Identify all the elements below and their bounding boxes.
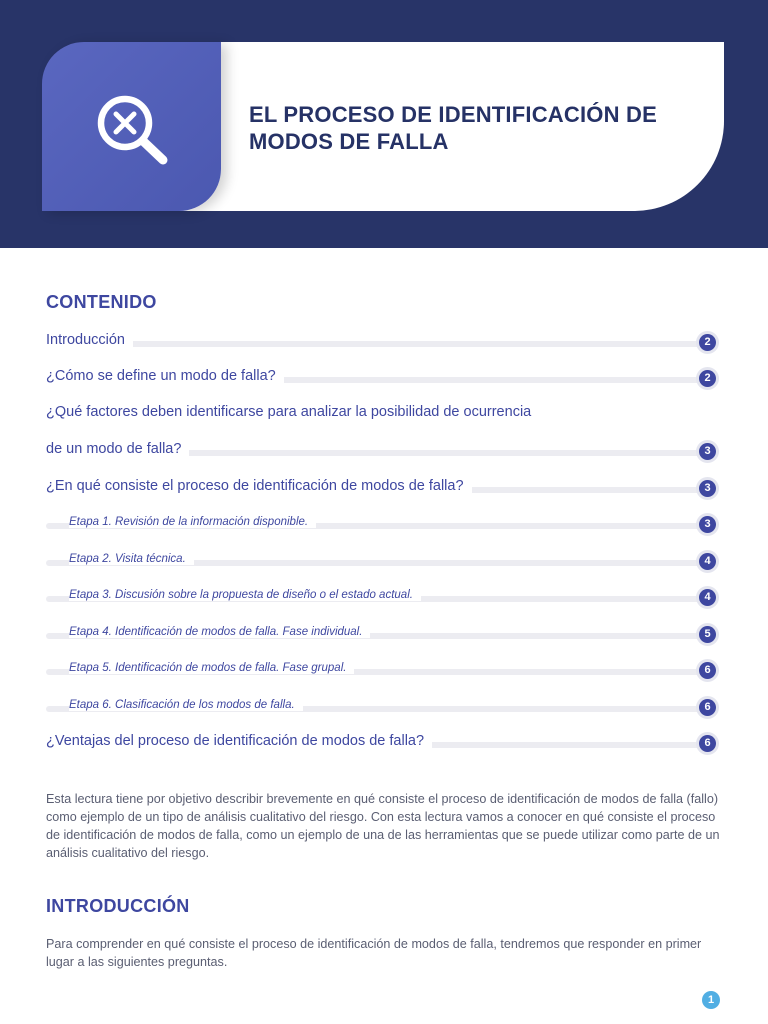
toc-page-badge: 4 bbox=[699, 589, 716, 606]
toc-item-label: Etapa 4. Identificación de modos de falla. Fase individual. bbox=[69, 626, 370, 638]
toc-item-label: Etapa 2. Visita técnica. bbox=[69, 553, 194, 565]
toc-item[interactable] bbox=[46, 402, 720, 426]
toc-subitem[interactable] bbox=[46, 658, 720, 682]
toc-item-label: ¿En qué consiste el proceso de identificación de modos de falla? bbox=[46, 478, 472, 494]
toc-item-label: ¿Ventajas del proceso de identificación de modos de falla? bbox=[46, 733, 432, 749]
toc-page-badge: 6 bbox=[699, 699, 716, 716]
icon-box bbox=[42, 42, 221, 211]
toc-item-label: Introducción bbox=[46, 332, 133, 348]
toc-item[interactable] bbox=[46, 439, 720, 463]
toc-subitem[interactable] bbox=[46, 585, 720, 609]
toc-subitem[interactable] bbox=[46, 622, 720, 646]
toc-item-label: Etapa 5. Identificación de modos de falla. Fase grupal. bbox=[69, 662, 354, 674]
toc-page-badge: 5 bbox=[699, 626, 716, 643]
intro-paragraph: Esta lectura tiene por objetivo describir brevemente en qué consiste el proceso de identificación de modos de falla (fallo) como ejemplo de un tipo de análisis cualitativo del riesgo. Con esta lectura vamos a conocer en qué consiste el proceso de identificación de modos de falla, como un ejemplo de una de las herramientas que se puede utilizar como parte de un análisis cualitativo del riesgo. bbox=[46, 792, 720, 860]
toc-item[interactable] bbox=[46, 476, 720, 500]
magnifier-x-icon bbox=[94, 92, 174, 172]
toc-item-label: de un modo de falla? bbox=[46, 441, 189, 457]
toc-page-badge: 4 bbox=[699, 553, 716, 570]
introduccion-heading: INTRODUCCIÓN bbox=[46, 896, 190, 916]
toc-leader-line bbox=[46, 341, 702, 347]
toc-page-badge: 6 bbox=[699, 735, 716, 752]
page-title: EL PROCESO DE IDENTIFICACIÓN DE MODOS DE FALLA bbox=[249, 102, 657, 154]
toc-subitem[interactable] bbox=[46, 549, 720, 573]
toc-subitem[interactable] bbox=[46, 512, 720, 536]
toc-item-label: ¿Qué factores deben identificarse para analizar la posibilidad de ocurrencia bbox=[46, 404, 539, 420]
introduccion-paragraph: Para comprender en qué consiste el proceso de identificación de modos de falla, tendremos que responder en primer lugar a las siguientes preguntas. bbox=[46, 937, 702, 969]
toc-page-badge: 3 bbox=[699, 480, 716, 497]
toc-item-label: Etapa 6. Clasificación de los modos de falla. bbox=[69, 699, 303, 711]
toc-page-badge: 3 bbox=[699, 516, 716, 533]
toc-page-badge: 2 bbox=[699, 370, 716, 387]
toc-page-badge: 3 bbox=[699, 443, 716, 460]
toc-subitem[interactable] bbox=[46, 695, 720, 719]
toc-page-badge: 2 bbox=[699, 334, 716, 351]
toc-item[interactable] bbox=[46, 366, 720, 390]
toc-item-label: ¿Cómo se define un modo de falla? bbox=[46, 368, 284, 384]
toc-item-label: Etapa 1. Revisión de la información disponible. bbox=[69, 516, 316, 528]
contents-heading: CONTENIDO bbox=[46, 292, 157, 312]
toc-item-label: Etapa 3. Discusión sobre la propuesta de diseño o el estado actual. bbox=[69, 589, 421, 601]
page-number-badge: 1 bbox=[702, 991, 720, 1009]
toc-item[interactable] bbox=[46, 731, 720, 755]
toc-item[interactable] bbox=[46, 330, 720, 354]
toc-page-badge: 6 bbox=[699, 662, 716, 679]
